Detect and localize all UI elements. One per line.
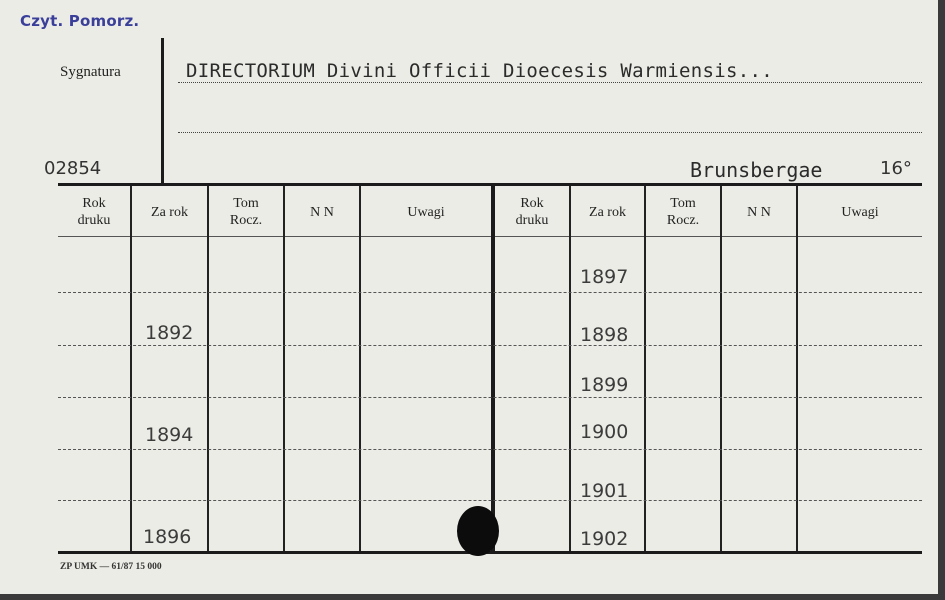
header-uwagi-left: Uwagi (407, 204, 445, 220)
right-za-rok-cell: 1897 (580, 266, 629, 288)
header-rok-druku-right: Rok druku (515, 196, 549, 228)
title-text: DIRECTORIUM Divini Officii Dioecesis Warmiensis... (186, 60, 773, 82)
book-format: 16° (880, 158, 912, 179)
col-line (796, 186, 798, 551)
header-za-rok-right: Za rok (589, 204, 626, 220)
library-stamp: Czyt. Pomorz. (20, 12, 140, 30)
signature-number: 02854 (44, 158, 102, 179)
col-line (644, 186, 646, 551)
header-rok-druku-left: Rok druku (77, 196, 111, 228)
second-dotted-line (178, 132, 922, 133)
header-nn-left: N N (310, 204, 334, 220)
row-line (58, 500, 922, 501)
col-line (130, 186, 132, 551)
left-za-rok-cell: 1896 (143, 526, 192, 548)
title-dotted-line (178, 82, 922, 83)
header-divider (161, 38, 164, 184)
row-line (58, 397, 922, 398)
col-line (359, 186, 361, 551)
left-za-rok-cell: 1892 (145, 322, 194, 344)
row-line (58, 292, 922, 293)
punch-hole (457, 506, 499, 556)
row-line (58, 449, 922, 450)
header-tom-rocz-left: Tom Rocz. (229, 196, 263, 228)
right-za-rok-cell: 1901 (580, 480, 629, 502)
col-line (720, 186, 722, 551)
col-line (283, 186, 285, 551)
header-za-rok-left: Za rok (151, 204, 188, 220)
table-top-border (58, 183, 922, 186)
header-tom-rocz-right: Tom Rocz. (666, 196, 700, 228)
print-footer: ZP UMK — 61/87 15 000 (60, 562, 162, 572)
sygnatura-label: Sygnatura (60, 64, 121, 80)
table-center-divider (491, 186, 495, 551)
place-of-publication: Brunsbergae (690, 158, 823, 182)
col-line (207, 186, 209, 551)
row-line (58, 345, 922, 346)
table-header-rule (58, 236, 922, 237)
right-za-rok-cell: 1898 (580, 324, 629, 346)
header-uwagi-right: Uwagi (841, 204, 879, 220)
header-nn-right: N N (747, 204, 771, 220)
col-line (569, 186, 571, 551)
left-za-rok-cell: 1894 (145, 424, 194, 446)
right-za-rok-cell: 1902 (580, 528, 629, 550)
right-za-rok-cell: 1900 (580, 421, 629, 443)
right-za-rok-cell: 1899 (580, 374, 629, 396)
